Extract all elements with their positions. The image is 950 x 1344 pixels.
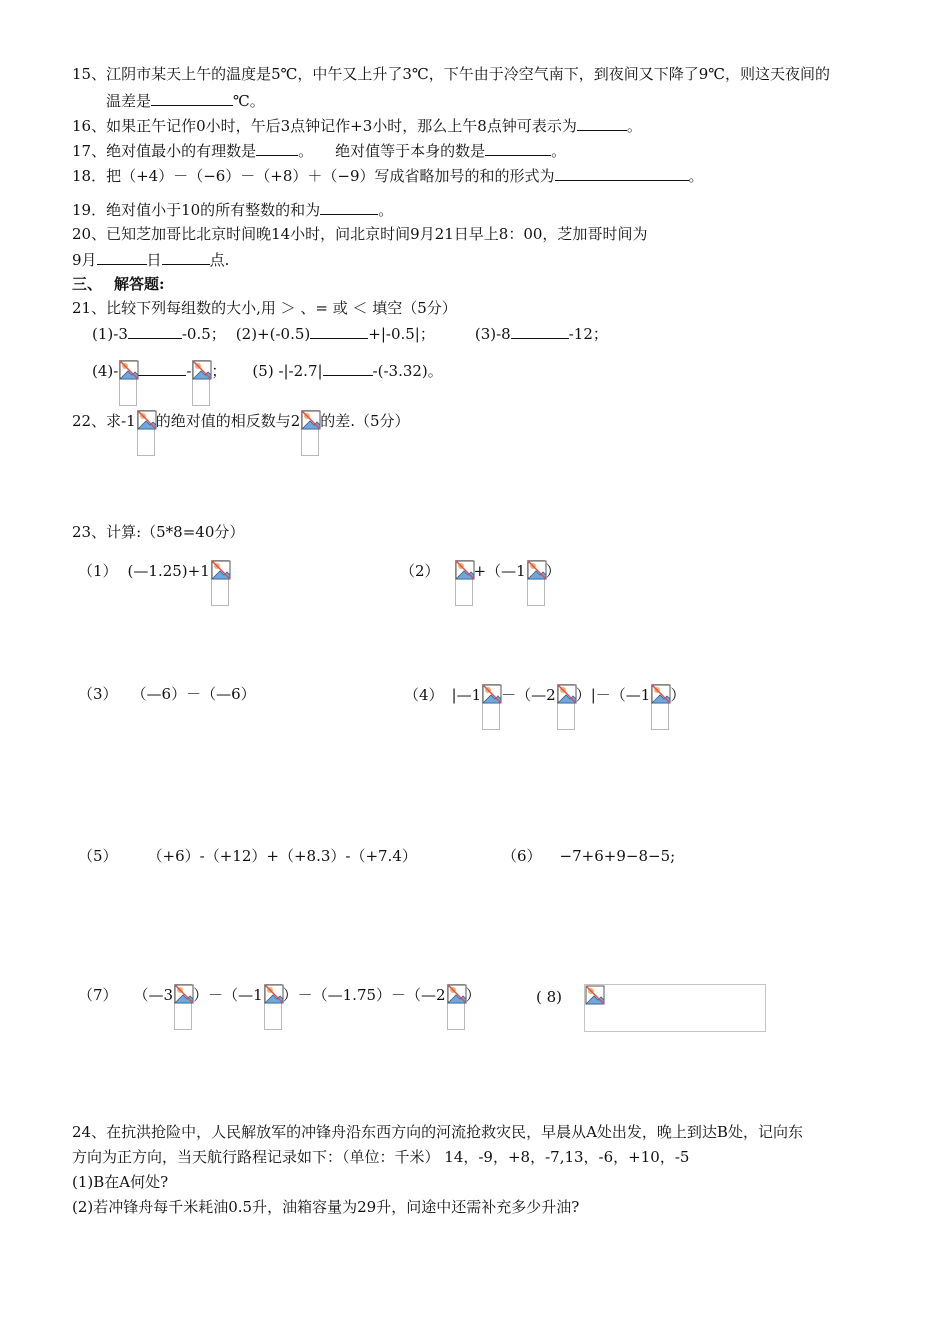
item-label: （1） bbox=[78, 562, 118, 580]
section-heading bbox=[72, 274, 165, 294]
fraction-image bbox=[264, 984, 282, 1030]
answer-blank bbox=[97, 249, 147, 265]
answer-blank bbox=[138, 360, 186, 376]
q18 bbox=[72, 165, 704, 186]
q23-item-3 bbox=[78, 684, 256, 704]
broken-image-icon bbox=[119, 360, 139, 380]
q16-end: 。 bbox=[626, 117, 642, 135]
q15-line2 bbox=[106, 90, 265, 111]
q20-line2 bbox=[72, 249, 229, 270]
answer-blank bbox=[162, 249, 210, 265]
item-expression: （—3 bbox=[133, 986, 174, 1004]
fraction-image bbox=[651, 684, 669, 730]
q22-text-1: 22、求-1 bbox=[72, 412, 136, 430]
item-label: （6） bbox=[502, 847, 542, 865]
q21-p3-right: -12； bbox=[568, 325, 608, 343]
broken-image-icon bbox=[447, 984, 467, 1004]
q23-title: 23、计算:（5*8=40分） bbox=[72, 523, 245, 541]
q21-p5-right: -(-3.32)。 bbox=[372, 362, 443, 380]
q15-text: 温差是 bbox=[106, 92, 152, 110]
item-label: （7） bbox=[78, 986, 118, 1004]
answer-blank bbox=[577, 115, 627, 131]
q21-p4-end: ； bbox=[211, 362, 227, 380]
q17-end-2: 。 bbox=[551, 142, 567, 160]
q15-unit: ℃。 bbox=[233, 92, 265, 110]
q22 bbox=[72, 410, 410, 456]
fraction-image bbox=[527, 560, 545, 606]
section-title: 解答题: bbox=[114, 275, 165, 293]
expression-image-box bbox=[584, 984, 766, 1032]
item-label: （2） bbox=[400, 562, 440, 580]
answer-blank bbox=[151, 90, 233, 106]
fraction-image bbox=[557, 684, 575, 730]
item-label: （5） bbox=[78, 847, 118, 865]
broken-image-icon bbox=[482, 684, 502, 704]
q20-line1: 20、已知芝加哥比北京时间晚14小时，问北京时间9月21日早上8：00，芝加哥时间为 bbox=[72, 225, 648, 243]
q21-p4-mid: - bbox=[186, 362, 192, 380]
item-expression: －（—2 bbox=[501, 686, 556, 704]
fraction-image bbox=[192, 360, 210, 406]
q19 bbox=[72, 199, 393, 220]
item-label: （3） bbox=[78, 685, 118, 703]
item-expression: （+6）-（+12）+（+8.3）-（+7.4） bbox=[147, 847, 417, 865]
q16 bbox=[72, 115, 642, 136]
broken-image-icon bbox=[137, 410, 157, 430]
item-label: （4） bbox=[404, 686, 444, 704]
q21-p1-left: (1)-3 bbox=[92, 325, 128, 343]
q21-title: 21、比较下列每组数的大小,用 ＞ 、= 或 ＜ 填空（5分） bbox=[72, 299, 457, 317]
q18-end: 。 bbox=[688, 167, 704, 185]
q22-text-3: 的差.（5分） bbox=[320, 412, 410, 430]
item-expression: +（—1 bbox=[473, 562, 526, 580]
answer-blank bbox=[323, 360, 373, 376]
q23-item-8 bbox=[536, 984, 766, 1032]
broken-image-icon bbox=[585, 985, 605, 1005]
item-expression: (—1.25)+1 bbox=[127, 562, 210, 580]
item-expression: −7+6+9−8−5; bbox=[559, 847, 676, 865]
item-expression: ）－（—1 bbox=[193, 986, 263, 1004]
q21-p1-right: -0.5； bbox=[181, 325, 226, 343]
q19-text: 19．绝对值小于10的所有整数的和为 bbox=[72, 201, 321, 219]
broken-image-icon bbox=[211, 560, 231, 580]
q18-text: 18．把（+4）－（−6）－（+8）＋（−9）写成省略加号的和的形式为 bbox=[72, 167, 555, 185]
q16-text: 16、如果正午记作0小时，午后3点钟记作+3小时，那么上午8点钟可表示为 bbox=[72, 117, 577, 135]
item-expression-end: ） bbox=[670, 686, 686, 704]
answer-blank bbox=[128, 323, 182, 339]
fraction-image bbox=[482, 684, 500, 730]
q17-text-2: 绝对值等于本身的数是 bbox=[335, 142, 486, 160]
broken-image-icon bbox=[264, 984, 284, 1004]
answer-blank bbox=[320, 199, 378, 215]
q21-p2-right: +|-0.5|； bbox=[368, 325, 435, 343]
item-label: ( 8) bbox=[536, 988, 563, 1006]
q20-end: 点. bbox=[209, 251, 230, 269]
answer-blank bbox=[310, 323, 368, 339]
fraction-image bbox=[137, 410, 155, 456]
broken-image-icon bbox=[651, 684, 671, 704]
q15-line1: 15、江阴市某天上午的温度是5℃，中午又上升了3℃，下午由于冷空气南下，到夜间又下降了9℃，则这天夜间的 bbox=[72, 65, 831, 83]
fraction-image bbox=[119, 360, 137, 406]
q20-day: 日 bbox=[146, 251, 162, 269]
broken-image-icon bbox=[527, 560, 547, 580]
fraction-image bbox=[174, 984, 192, 1030]
q20-month: 9月 bbox=[72, 251, 97, 269]
broken-image-icon bbox=[192, 360, 212, 380]
q17-end-1: 。 bbox=[298, 142, 314, 160]
answer-blank bbox=[555, 165, 689, 181]
q23-item-1 bbox=[78, 560, 230, 606]
q21-row2 bbox=[92, 360, 443, 406]
item-expression: |—1 bbox=[451, 686, 482, 704]
fraction-image bbox=[455, 560, 473, 606]
q21-row1 bbox=[92, 323, 608, 344]
answer-blank bbox=[511, 323, 569, 339]
answer-blank bbox=[485, 140, 551, 156]
item-expression: （—6）－（—6） bbox=[131, 685, 256, 703]
item-expression: ）－（—1.75）－（—2 bbox=[282, 986, 446, 1004]
q23-item-2 bbox=[400, 560, 561, 606]
answer-blank bbox=[256, 140, 298, 156]
q24-line2: 方向为正方向，当天航行路程记录如下：（单位：千米） 14，-9，+8，-7,13，-6，+10，-5 bbox=[72, 1148, 690, 1166]
q17 bbox=[72, 140, 566, 161]
q23-item-5 bbox=[78, 846, 417, 866]
q24-sub1: (1)B在A何处? bbox=[72, 1173, 169, 1191]
fraction-image bbox=[447, 984, 465, 1030]
q23-item-6 bbox=[502, 846, 675, 866]
fraction-image bbox=[211, 560, 229, 606]
q17-text-1: 17、绝对值最小的有理数是 bbox=[72, 142, 257, 160]
broken-image-icon bbox=[455, 560, 475, 580]
broken-image-icon bbox=[174, 984, 194, 1004]
q19-end: 。 bbox=[378, 201, 394, 219]
item-expression-end: ） bbox=[545, 562, 561, 580]
q21-p4-label: (4)- bbox=[92, 362, 119, 380]
section-number: 三、 bbox=[72, 275, 103, 293]
q21-p3-left: (3)-8 bbox=[474, 325, 511, 343]
broken-image-icon bbox=[557, 684, 577, 704]
item-expression: ）|－（—1 bbox=[575, 686, 651, 704]
q22-text-2: 的绝对值的相反数与2 bbox=[155, 412, 301, 430]
item-expression-end: ） bbox=[465, 986, 481, 1004]
broken-image-icon bbox=[301, 410, 321, 430]
q21-p5-left: (5) -|-2.7| bbox=[252, 362, 323, 380]
q21-p2-left: (2)+(-0.5) bbox=[235, 325, 311, 343]
q23-item-7 bbox=[78, 984, 481, 1030]
q24-sub2: (2)若冲锋舟每千米耗油0.5升，油箱容量为29升，问途中还需补充多少升油? bbox=[72, 1198, 580, 1216]
fraction-image bbox=[301, 410, 319, 456]
q24-line1: 24、在抗洪抢险中，人民解放军的冲锋舟沿东西方向的河流抢救灾民，早晨从A处出发，晚上到达B处，记向东 bbox=[72, 1123, 803, 1141]
q23-item-4 bbox=[404, 684, 685, 730]
